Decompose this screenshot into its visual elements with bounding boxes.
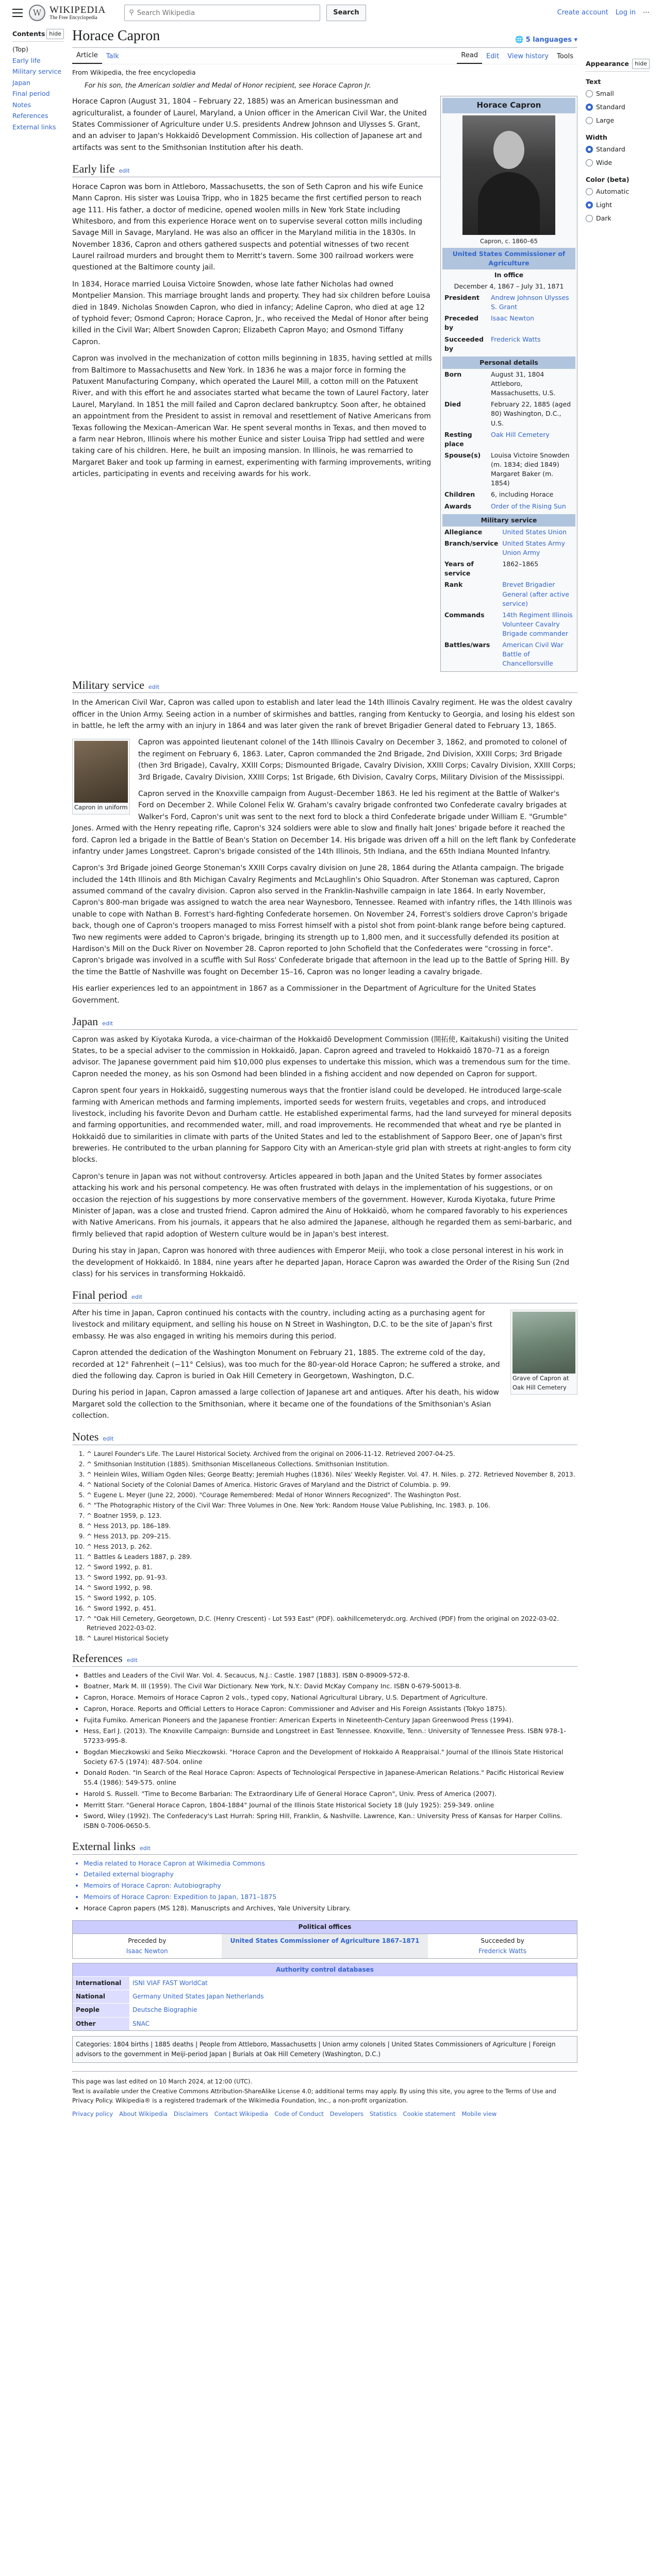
grave-image (512, 1312, 575, 1374)
row-value: August 31, 1804 Attleboro, Massachusetts, U.S. (491, 370, 556, 397)
row-label: Spouse(s) (444, 451, 481, 459)
reference-item[interactable]: • Bogdan Mieczkowski and Seiko Mieczkowski. "Horace Capron and the Development of Hokkaido A Reappraisal." Journal of the Illinois State Historical Society 67-5 (1974): 487-504. online (84, 1748, 577, 1767)
row-label: President (444, 294, 479, 302)
radio-icon (586, 215, 593, 222)
external-link[interactable]: • Media related to Horace Capron at Wikimedia Commons (84, 1859, 577, 1869)
authority-label: Other (73, 2018, 129, 2030)
authority-links[interactable]: ISNI VIAF FAST WorldCat (133, 1979, 208, 1987)
hatnote: For his son, the American soldier and Medal of Honor recipient, see Horace Capron Jr. (85, 82, 371, 90)
reference-item[interactable]: • Harold S. Russell. "Time to Become Barbarian: The Extraordinary Life of General Horace Capron", Univ. Press of America (2007). (84, 1789, 577, 1799)
option-label: Standard (596, 103, 625, 111)
heading-text: Final period (72, 1289, 127, 1302)
row-value[interactable]: United States Union (502, 528, 567, 536)
paragraph: Capron spent four years in Hokkaidō, suggesting numerous ways that the frontier island could be developed. He introduced large-scale farming with American methods and farming implements, imported seeds for western fruits, vegetables and crops, and introduced livestock, including his favorite Devon and Durham cattle. He established experimental farms, had the land surveyed for mineral deposits and farming opportunities, and recommended water, mill, and road improvements. He recommended that wheat and rye be planted in Hokkaidō due to similarities in climate with parts of the United States and led to the establishment of Sapporo Beer, one of Japan's first breweries. He contributed to the urban planning for Sapporo City with an American-style grid plan with streets at right-angles to form city blocks. (72, 1087, 572, 1164)
portrait-caption: Capron, c. 1860–65 (480, 237, 538, 245)
note-item[interactable]: 16. ^ Sword 1992, p. 451. (87, 1604, 577, 1613)
succeeded-label: Succeeded by (481, 1937, 524, 1945)
portrait-image[interactable] (462, 115, 555, 235)
infobox-title: Horace Capron (442, 98, 575, 113)
tab-tools[interactable]: Tools (556, 52, 573, 60)
paragraph: Capron was appointed lieutenant colonel of the 14th Illinois Cavalry on December 3, 1862, and promoted to colonel of the regiment on February 6, 1863. Later, Capron commanded the 2nd Brigade, 2nd Division, XXIII Corps; 3rd Brigade (then 3rd Brigade), Cavalry, XXIII Corps; Dismounted Brigade, Cavalry Division, XXIII Corps; Cavalry Division, XXIII Corps; 3rd Brigade, Cavalry Division, XXIII Corps; 1st Brigade, 6th Division, Cavalry Corps, Military Division of the Mississippi. (138, 738, 576, 782)
row-label: Battles/wars (444, 641, 490, 649)
authority-label: National (73, 1990, 129, 2003)
site-name: WIKIPEDIA (49, 4, 106, 15)
text-small-option[interactable] (586, 87, 650, 100)
footer-link[interactable]: Privacy policy (72, 2110, 113, 2118)
footer-link[interactable]: Disclaimers (173, 2110, 208, 2118)
toc-heading: Contents (12, 30, 45, 38)
note-item[interactable]: 17. ^ "Oak Hill Cemetery, Georgetown, D.C. (Henry Crescent) - Lot 593 East" (PDF). oakhillcemeterydc.org. Archived (PDF) from the original on 2022-03-02. Retrieved 2022-03-02. (87, 1614, 577, 1633)
thumbnail-caption: Grave of Capron at Oak Hill Cemetery (512, 1374, 569, 1392)
reference-item[interactable]: • Donald Roden. "In Search of the Real Horace Capron: Aspects of Technological Perspective in Japanese-American Relations." Pacific Historical Review 55.4 (1986): 549-575. online (84, 1768, 577, 1788)
references-list (72, 1671, 577, 1831)
row-label: Preceded by (444, 314, 479, 332)
note-item[interactable]: 1. ^ Laurel Founder's Life. The Laurel Historical Society. Archived from the original on 2006-11-12. Retrieved 2007-04-25. (87, 1449, 577, 1459)
office-title[interactable]: United States Commissioner of Agriculture (442, 248, 575, 269)
personal-table (442, 369, 575, 512)
paragraph: His earlier experiences led to an appointment in 1867 as a Commissioner in the Department of Agriculture for the United States Government. (72, 985, 536, 1005)
paragraph: Capron's 3rd Brigade joined George Stoneman's XXIII Corps cavalry division on June 28, 1864 during the Atlanta campaign. The brigade included the 14th Illinois and 8th Michigan Cavalry Regiments and McLaughlin's Ohio Squadron. After Stoneman was captured, Capron assumed command of the cavalry division. Capron also served in the Franklin-Nashville campaign in late 1864. In early November, Capron's 800-man brigade was assigned to watch the area near Waynesboro, Tennessee. Reamed with infantry rifles, the 14th Illinois was unable to cope with Nathan B. Forrest's hard-fighting Confederate horsemen. On November 24, Forrest's soldiers drove Capron's brigade back, though one of Capron's troopers managed to miss Forrest himself with a pistol shot from point-blank range before being captured. Two new regiments were added to Capron's brigade, bringing its strength up to 1,800 men, and it successfully defended its position at Hardison's Mill on the Duck River on November 28. Capron reported to John Schofield that the Confederates were "crossing in force". Capron's brigade was involved in a scuffle with Sul Ross' Confederate brigade that afternoon in the lead up to the Battle of Spring Hill. By the time the Battle of Nashville was fought on December 15–16, Capron was no longer leading a cavalry brigade. (72, 864, 572, 976)
last-edited: This page was last edited on 10 March 2024, at 12:00 (UTC). (72, 2078, 253, 2086)
toc-sidebar (12, 26, 64, 2119)
row-value[interactable]: United States Army Union Army (502, 539, 565, 557)
toc-item-final[interactable]: Final period (12, 90, 50, 97)
edit-link[interactable]: edit (102, 1020, 113, 1027)
radio-icon (586, 90, 593, 97)
external-links-list (72, 1859, 577, 1913)
row-value: 6, including Horace (491, 490, 554, 499)
option-label: Automatic (596, 188, 630, 195)
paragraph: Capron was involved in the mechanization of cotton mills beginning in 1835, having settled at mills from Baltimore to Massachusetts and New York. In 1836 he was a major force in forming the Patuxent Manufacturing Company, which operated the Laurel Mill, a cotton mill on the Patuxent River, and with this effort he and associates started what became the town of Laurel Factory, later Laurel, Maryland. In 1851 the mill failed and Capron declared bankruptcy. Soon after, he obtained an appointment from the President to assist in removal and resettlement of Native Americans from Texas following the Mexican–American War. He spent several months in Texas, and then moved to a farm near Hebron, Illinois where his mother Eunice and sister Louisa Tripp had settled and were taking care of his children. Here, he built an imposing mansion. In Illinois, he was remarried to Margaret Baker and took up farming in earnest, experimenting with farming improvements, writing articles, participating in events and receiving awards for his work. (72, 354, 432, 479)
create-account-link[interactable]: Create account (557, 8, 608, 16)
paragraph: Capron attended the dedication of the Washington Monument on February 21, 1885. The extreme cold of the day, recorded at 12° Fahrenheit (−11° Celsius), was too much for the 80-year-old Horace Capron; he suffered a stroke, and died the following day. Capron is buried in Oak Hill Cemetery in Georgetown, Washington, D.C. (72, 1349, 500, 1380)
appearance-heading: Appearance (586, 60, 629, 67)
uniform-image (74, 741, 128, 803)
authority-label: People (73, 2004, 129, 2016)
authority-control (72, 1963, 577, 2031)
authority-links[interactable]: SNAC (133, 2020, 150, 2027)
row-label: Resting place (444, 430, 472, 448)
row-label: Allegiance (444, 528, 483, 536)
row-label: Branch/service (444, 539, 499, 547)
note-item[interactable]: 14. ^ Sword 1992, p. 98. (87, 1583, 577, 1592)
intro-paragraph: Horace Capron (August 31, 1804 – February 22, 1885) was an American businessman and agriculturalist, a founder of Laurel, Maryland, a Union officer in the American Civil War, the United States Commissioner of Agriculture under U.S. presidents Andrew Johnson and Ulysses S. Grant, and an adviser to Japan's Hokkaidō Development Commission. His collection of Japanese art and artifacts was sent to the Smithsonian Institution after his death. (72, 97, 427, 152)
authority-links[interactable]: Deutsche Biographie (133, 2006, 197, 2014)
paragraph: In 1834, Horace married Louisa Victoire Snowden, whose late father Nicholas had owned Montpelier Mansion. This marriage brought lands and property. They had six children before Louisa died in 1849. Nicholas Snowden Capron, who died in infancy; Adeline Capron, who died at age 12 of typhoid fever; Osmond Capron; Horace Capron, Jr., who received the Medal of Honor after being killed in the Civil War; Albert Snowden Capron; Elizabeth Capron Mayo; and Osmond Tiffany Capron. (72, 280, 431, 346)
page-tabs (72, 48, 577, 64)
note-item[interactable]: 10. ^ Hess 2013, p. 262. (87, 1542, 577, 1551)
section-heading-external (72, 1839, 577, 1855)
paragraph: In the American Civil War, Capron was called upon to establish and later lead the 14th Illinois Cavalry regiment. He was the oldest cavalry officer in the Union Army. Seeing action in a number of skirmishes and battles, ranging from Kentucky to Georgia, and losing his eldest son in battle, he left the army with an injury in 1864 and was later given the rank of brevet Brigadier General dated to February 13, 1865. (72, 699, 575, 730)
row-label: Died (444, 400, 461, 409)
toc-item-military[interactable]: Military service (12, 67, 62, 75)
row-value[interactable]: Andrew Johnson Ulysses S. Grant (491, 294, 569, 311)
section-heading-references (72, 1651, 577, 1667)
language-button[interactable]: 🌐 5 languages ▾ (515, 36, 577, 44)
footer-link[interactable]: Mobile view (461, 2110, 497, 2118)
edit-link[interactable]: edit (148, 683, 160, 690)
tab-article[interactable]: Article (72, 48, 102, 64)
page-title: Horace Capron (72, 28, 160, 44)
color-light-option[interactable] (586, 198, 650, 212)
external-link[interactable]: • Memoirs of Horace Capron: Expedition to Japan, 1871–1875 (84, 1892, 577, 1902)
footer-link[interactable]: Statistics (369, 2110, 397, 2118)
row-value[interactable]: Order of the Rising Sun (491, 502, 566, 510)
note-item[interactable]: 11. ^ Battles & Leaders 1887, p. 289. (87, 1552, 577, 1562)
note-item[interactable]: 3. ^ Heinlein Wiles, William Ogden Niles; George Beatty; Jeremiah Hughes (1836). Niles' Weekly Register. Vol. 47. H. Niles. p. 272. Retrieved November 8, 2013. (87, 1470, 577, 1479)
wikipedia-logo[interactable] (29, 5, 106, 21)
section-heading-final (72, 1288, 577, 1303)
text-size-label: Text (586, 78, 601, 86)
option-label: Large (596, 116, 615, 124)
from-wikipedia: From Wikipedia, the free encyclopedia (72, 69, 196, 77)
radio-icon (586, 159, 593, 166)
external-link[interactable]: • Memoirs of Horace Capron: Autobiography (84, 1881, 577, 1891)
toc-item-top[interactable]: (Top) (12, 45, 28, 53)
site-header (0, 0, 662, 26)
military-service-band: Military service (442, 514, 575, 527)
toc-item-notes[interactable]: Notes (12, 100, 31, 109)
political-offices-navbox (72, 1920, 577, 1959)
edit-link[interactable]: edit (103, 1435, 114, 1443)
option-label: Small (596, 90, 614, 97)
row-value[interactable]: Frederick Watts (491, 335, 541, 343)
reference-item[interactable]: • Boatner, Mark M. III (1959). The Civil War Dictionary. New York, N.Y.: David McKay Company Inc. ISBN 0-679-50013-8. (84, 1682, 577, 1691)
preceded-link[interactable]: Isaac Newton (126, 1947, 168, 1955)
section-heading-military (72, 678, 577, 693)
heading-text: Japan (72, 1014, 98, 1028)
footer-link[interactable]: Code of Conduct (274, 2110, 324, 2118)
color-automatic-option[interactable] (586, 185, 650, 198)
tab-talk[interactable]: Talk (106, 52, 119, 60)
row-label: Rank (444, 581, 463, 589)
radio-icon (586, 188, 593, 195)
appearance-hide-button[interactable]: hide (632, 59, 650, 69)
paragraph: Capron served in the Knoxville campaign from August–December 1863. He led his regiment at the Battle of Walker's Ford on December 2. While Colonel Felix W. Graham's cavalry brigade confronted two Confederate cavalry brigades at Walker's Ford, Capron's unit was sent to the next ford to block a third Confederate brigade under William E. "Grumble" Jones. Armed with the Henry repeating rifle, Capron's 324 soldiers were able to slow and finally halt Jones' brigade before it reached the ford. Capron led a brigade in the Battle of Bean's Station on December 14. His brigade was driven off a hill on the left flank by Confederate infantry under James Longstreet. Capron's brigade consisted of the 14th Illinois, 5th Indiana, and the 65th Indiana Mounted Infantry. (72, 789, 576, 856)
width-wide-option[interactable] (586, 156, 650, 170)
paragraph: During his stay in Japan, Capron was honored with three audiences with Emperor Meiji, who took a close personal interest in his work in the development of Hokkaidō. In 1884, nine years after he departed Japan, Horace Capron was awarded the Order of the Rising Sun (2nd class) for his services in transforming Hokkaidō. (72, 1247, 570, 1278)
row-value[interactable]: American Civil War Battle of Chancellorsville (502, 641, 564, 668)
login-link[interactable]: Log in (615, 8, 636, 16)
thumbnail-caption: Capron in uniform (74, 804, 128, 811)
reference-item[interactable]: • Capron, Horace. Reports and Official Letters to Horace Capron: Commissioner and Adviser and His Foreign Assistants (Tokyo 1875). (84, 1704, 577, 1714)
authority-title[interactable]: Authority control databases (73, 1963, 577, 1976)
notes-list (72, 1449, 577, 1643)
note-item[interactable]: 2. ^ Smithsonian Institution (1885). Smithsonian Miscellaneous Collections. Smithsonian Institution. (87, 1460, 577, 1469)
text-standard-option[interactable] (586, 100, 650, 114)
row-value: Louisa Victoire Snowden (m. 1834; died 1849) Margaret Baker (m. 1854) (491, 451, 570, 487)
heading-text: References (72, 1652, 123, 1665)
reference-item[interactable]: • Sword, Wiley (1992). The Confederacy's Last Hurrah: Spring Hill, Franklin, & Nashville. Lawrence, Kan.: University Press of Kansas for Harper Collins. ISBN 0-7006-0650-5. (84, 1811, 577, 1831)
option-label: Wide (596, 159, 613, 166)
row-value[interactable]: Brevet Brigadier General (after active service) (502, 581, 569, 607)
note-item[interactable]: 18. ^ Laurel Historical Society (87, 1634, 577, 1643)
footer-link[interactable]: About Wikipedia (119, 2110, 168, 2118)
heading-text: Early life (72, 162, 115, 176)
radio-selected-icon (586, 201, 593, 209)
row-value: 1862–1865 (502, 560, 539, 568)
toc-item-early-life[interactable]: Early life (12, 56, 41, 64)
tab-history[interactable]: View history (507, 52, 549, 60)
external-link[interactable]: • Horace Capron papers (MS 128). Manuscripts and Archives, Yale University Library. (84, 1904, 577, 1913)
personal-details-band: Personal details (442, 357, 575, 369)
globe-icon: W (29, 5, 45, 21)
paragraph: Capron was asked by Kiyotaka Kuroda, a vice-chairman of the Hokkaidō Development Commission (開拓使, Kaitakushi) visiting the United States, to be a special adviser to the commission in Hokkaidō, Japan. Capron agreed and traveled to Hokkaidō 1870–71 as a foreign advisor. The Japanese government paid him $10,000 plus expenses to undertake this mission, which was a tremendous sum for the time. Capron needed the money, as his son Osmond had been blinded in a fishing accident and now depended on Capron for support. (72, 1035, 570, 1078)
edit-link[interactable]: edit (119, 167, 130, 175)
heading-text: Notes (72, 1430, 99, 1444)
external-link[interactable]: • Detailed external biography (84, 1870, 577, 1879)
authority-links[interactable]: Germany United States Japan Netherlands (133, 1993, 264, 2001)
toc-item-references[interactable]: References (12, 112, 48, 120)
reference-item[interactable]: • Hess, Earl J. (2013). The Knoxville Campaign: Burnside and Longstreet in East Tennessee. Knoxville, Tenn.: University of Tennessee Press. ISBN 978-1-57233-995-8. (84, 1726, 577, 1746)
option-label: Dark (596, 214, 611, 222)
infobox (440, 96, 577, 671)
grave-thumbnail[interactable] (510, 1310, 577, 1395)
paragraph: Capron's tenure in Japan was not without controversy. Articles appeared in both Japan and the United States by former associates attacking his work and his personal competency. He was often frustrated with delays in the implementation of his suggestions, or on occasion the rejection of his suggestions by more conservative members of the government. However, Kuroda Kiyotaka, future Prime Minister of Japan, was a close and trusted friend. Capron admired the Ainu of Hokkaidō, whom he compared favorably to his experiences with Native Americans. From his journals, it appears that he also admired the Japanese, although he regarded them as semi-barbaric, and firmly believed that rapid adoption of Western culture would be in Japan's best interest. (72, 1172, 572, 1239)
radio-icon (586, 117, 593, 124)
search-button[interactable]: Search (326, 5, 366, 21)
article-main (64, 26, 586, 2119)
preceded-label: Preceded by (128, 1937, 167, 1945)
row-label: Years of service (444, 560, 474, 578)
reference-item[interactable]: • Fujita Fumiko. American Pioneers and the Japanese Frontier: American Experts in Nineteenth-Century Japan Greenwood Press (1994). (84, 1716, 577, 1725)
option-label: Standard (596, 145, 625, 153)
in-office-label: In office (494, 270, 524, 279)
section-heading-japan (72, 1014, 577, 1030)
footer-link[interactable]: Developers (329, 2110, 363, 2118)
color-label: Color (beta) (586, 176, 630, 183)
office-link[interactable]: United States Commissioner of Agriculture 1867–1871 (222, 1934, 428, 1958)
reference-item[interactable]: • Battles and Leaders of the Civil War. Vol. 4. Secaucus, N.J.: Castle. 1987 [1883]. ISBN 0-89009-572-8. (84, 1671, 577, 1681)
page-footer (72, 2071, 577, 2119)
note-item[interactable]: 7. ^ Boatner 1959, p. 123. (87, 1511, 577, 1520)
width-standard-option[interactable] (586, 143, 650, 156)
license-text: Text is available under the Creative Commons Attribution-ShareAlike License 4.0; additional terms may apply. By using this site, you agree to the Terms of Use and Privacy Policy. Wikipedia® is a registered trademark of the Wikimedia Foundation, Inc., a non-profit organization. (72, 2087, 556, 2104)
search-input[interactable] (137, 9, 316, 17)
reference-item[interactable]: • Merritt Starr. "General Horace Capron, 1804-1884" Journal of the Illinois State Historical Society 18 (July 1925): 259-349. online (84, 1801, 577, 1810)
footer-link[interactable]: Contact Wikipedia (214, 2110, 269, 2118)
tab-edit[interactable]: Edit (486, 52, 500, 60)
row-label: Children (444, 490, 475, 499)
navbox-title: Political offices (73, 1921, 577, 1934)
reference-item[interactable]: • Capron, Horace. Memoirs of Horace Capron 2 vols., typed copy, National Agricultural Library, U.S. Department of Agriculture. (84, 1693, 577, 1703)
toc-hide-button[interactable]: hide (46, 29, 64, 39)
authority-label: International (73, 1977, 129, 1990)
appearance-sidebar (586, 26, 650, 2119)
edit-link[interactable]: edit (126, 1657, 138, 1664)
main-menu-icon[interactable] (12, 9, 23, 17)
paragraph: After his time in Japan, Capron continued his contacts with the country, including acting as a purchasing agent for livestock and military equipment, and selling his house on N Street in Washington, D.C. to be the site of Japan's first embassy. He was also engaged in writing his memoirs during this period. (72, 1309, 493, 1341)
note-item[interactable]: 15. ^ Sword 1992, p. 105. (87, 1594, 577, 1603)
note-item[interactable]: 5. ^ Eugene L. Meyer (June 22, 2000). "Courage Remembered: Medal of Honor Winners Recognized". The Washington Post. (87, 1490, 577, 1500)
section-heading-notes (72, 1430, 577, 1445)
paragraph: Horace Capron was born in Attleboro, Massachusetts, the son of Seth Capron and his wife Eunice Mann Capron. His sister was Louisa Tripp, who in 1825 became the first certified person to reach age 111. His father, a doctor of medicine, opened woolen mills in New York State including Whitesboro, and from this experience Horace went on to supervise several cotton mills including Savage Mill in Savage, Maryland. He was also an officer in the Maryland militia in the 1830s. In November 1836, Capron and others gathered suspects and potential witnesses of two recent Laurel railroad murders and brought them to Merritt's tavern. Some 300 railroad workers were questioned at the Baltimore county jail. (72, 182, 423, 272)
succeeded-link[interactable]: Frederick Watts (478, 1947, 527, 1955)
tab-read[interactable]: Read (457, 48, 482, 64)
note-item[interactable]: 12. ^ Sword 1992, p. 81. (87, 1563, 577, 1572)
military-table (442, 527, 575, 670)
row-label: Born (444, 370, 462, 378)
paragraph: During his period in Japan, Capron amassed a large collection of Japanese art and antiques. After his death, his widow Margaret sold the collection to the Smithsonian, where it became one of the foundations of the Smithsonian's Asian collection. (72, 1388, 499, 1420)
option-label: Light (596, 201, 613, 209)
heading-text: Military service (72, 678, 144, 691)
row-value[interactable]: Isaac Newton (491, 314, 535, 323)
color-dark-option[interactable] (586, 212, 650, 225)
office-table (442, 292, 575, 354)
row-value: February 22, 1885 (aged 80) Washington, D.C., U.S. (491, 400, 571, 427)
note-item[interactable]: 6. ^ "The Photographic History of the Civil War: Three Volumes in One. New York: Random House Value Publishing, Inc. 1983. p. 106. (87, 1501, 577, 1510)
heading-text: External links (72, 1839, 136, 1853)
note-item[interactable]: 4. ^ National Society of the Colonial Dames of America. Historic Graves of Maryland and the District of Columbia. p. 99. (87, 1480, 577, 1489)
note-item[interactable]: 9. ^ Hess 2013, pp. 209–215. (87, 1532, 577, 1541)
radio-selected-icon (586, 104, 593, 111)
edit-link[interactable]: edit (139, 1844, 151, 1852)
site-tagline: The Free Encyclopedia (49, 14, 97, 21)
edit-link[interactable]: edit (131, 1294, 143, 1301)
row-value[interactable]: 14th Regiment Illinois Volunteer Cavalry Brigade commander (502, 611, 573, 638)
in-office-dates: December 4, 1867 – July 31, 1871 (454, 282, 564, 290)
language-label: 5 languages (525, 36, 572, 44)
text-large-option[interactable] (586, 114, 650, 127)
more-options-icon[interactable]: ⋯ (643, 8, 650, 16)
row-label: Succeeded by (444, 335, 484, 352)
note-item[interactable]: 8. ^ Hess 2013, pp. 186–189. (87, 1521, 577, 1531)
footer-link[interactable]: Cookie statement (403, 2110, 456, 2118)
note-item[interactable]: 13. ^ Sword 1992, pp. 91–93. (87, 1573, 577, 1582)
toc-item-japan[interactable]: Japan (12, 78, 30, 87)
row-label: Commands (444, 611, 485, 619)
search-icon: ⚲ (129, 8, 134, 16)
row-label: Awards (444, 502, 472, 510)
categories-box[interactable]: Categories: 1804 births | 1885 deaths | People from Attleboro, Massachusetts | Union army colonels | United States Commissioners of Agriculture | Foreign advisors to the government in Meiji-period Japan | Burials at Oak Hill Cemetery (Washington, D.C.) (72, 2036, 577, 2063)
row-value[interactable]: Oak Hill Cemetery (491, 430, 550, 438)
uniform-thumbnail[interactable] (72, 739, 130, 814)
toc-item-external[interactable]: External links (12, 123, 56, 131)
radio-selected-icon (586, 146, 593, 153)
width-label: Width (586, 133, 607, 141)
search-box[interactable] (124, 5, 320, 21)
